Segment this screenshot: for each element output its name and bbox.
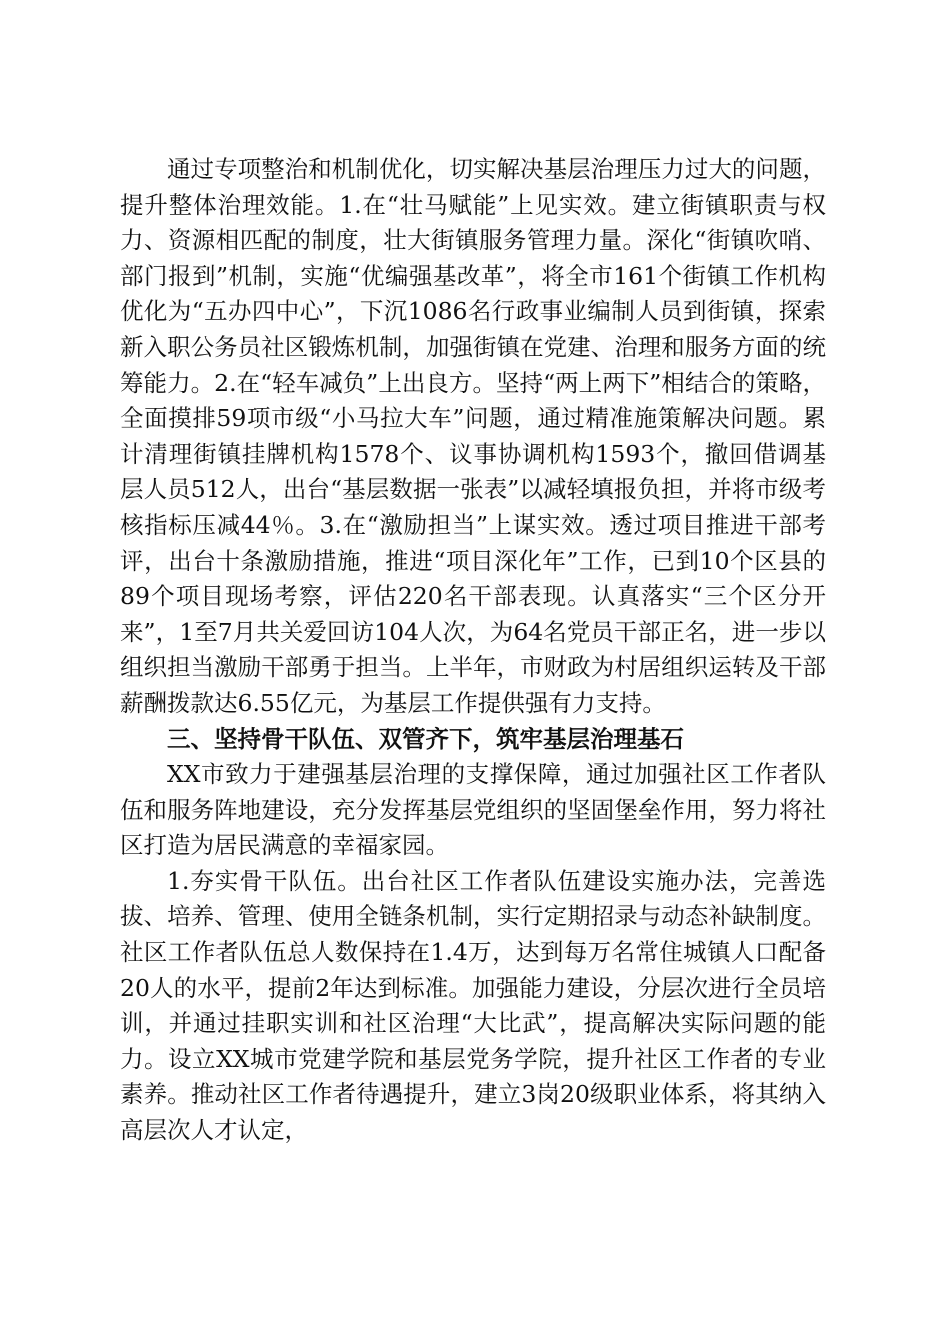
document-page xyxy=(120,152,826,1149)
body-paragraph: 1.夯实骨干队伍。出台社区工作者队伍建设实施办法，完善选拔、培养、管理、使用全链条机制，实行定期招录与动态补缺制度。社区工作者队伍总人数保持在1.4万，达到每万名常住城镇人口配备20人的水平，提前2年达到标准。加强能力建设，分层次进行全员培训，并通过挂职实训和社区治理“大比武”，提高解决实际问题的能力。设立XX城市党建学院和基层党务学院，提升社区工作者的专业素养。推动社区工作者待遇提升，建立3岗20级职业体系，将其纳入高层次人才认定， xyxy=(120,866,826,1145)
section-heading: 三、坚持骨干队伍、双管齐下，筑牢基层治理基石 xyxy=(167,724,684,753)
body-paragraph: XX市致力于建强基层治理的支撑保障，通过加强社区工作者队伍和服务阵地建设，充分发挥基层党组织的坚固堡垒作用，努力将社区打造为居民满意的幸福家园。 xyxy=(120,760,826,860)
body-paragraph: 通过专项整治和机制优化，切实解决基层治理压力过大的问题，提升整体治理效能。1.在“壮马赋能”上见实效。建立街镇职责与权力、资源相匹配的制度，壮大街镇服务管理力量。深化“街镇吹哨、部门报到”机制，实施“优编强基改革”，将全市161个街镇工作机构优化为“五办四中心”，下沉1086名行政事业编制人员到街镇，探索新入职公务员社区锻炼机制，加强街镇在党建、治理和服务方面的统筹能力。2.在“轻车减负”上出良方。坚持“两上两下”相结合的策略，全面摸排59项市级“小马拉大车”问题，通过精准施策解决问题。累计清理街镇挂牌机构1578个、议事协调机构1593个，撤回借调基层人员512人，出台“基层数据一张表”以减轻填报负担，并将市级考核指标压减44％。3.在“激励担当”上谋实效。透过项目推进干部考评，出台十条激励措施，推进“项目深化年”工作，已到10个区县的89个项目现场考察，评估220名干部表现。认真落实“三个区分开来”，1至7月共关爱回访104人次，为64名党员干部正名，进一步以组织担当激励干部勇于担当。上半年，市财政为村居组织运转及干部薪酬拨款达6.55亿元，为基层工作提供强有力支持。 xyxy=(120,155,826,717)
